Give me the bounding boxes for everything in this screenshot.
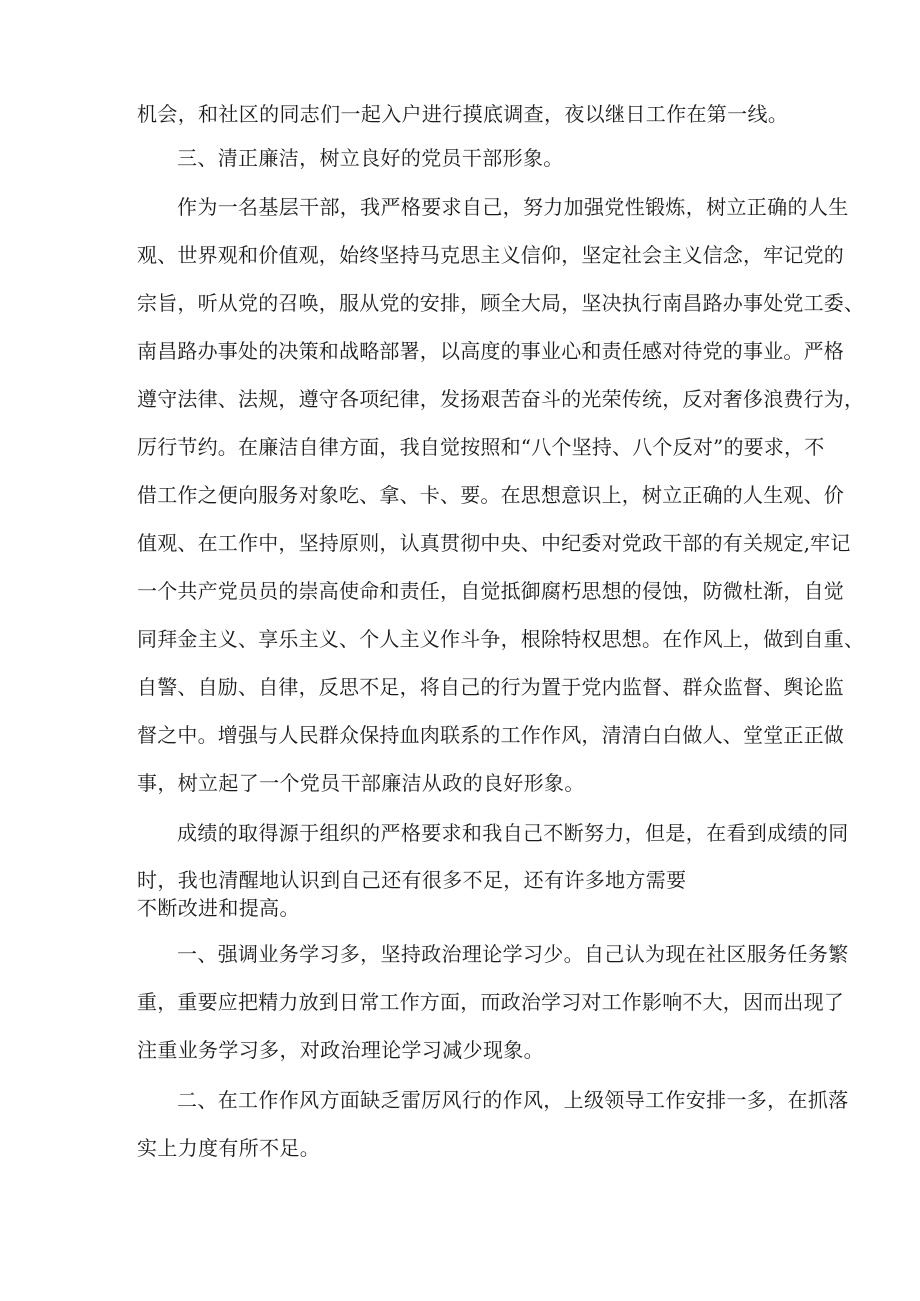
text-line-10: 值观、在工作中，坚持原则，认真贯彻中央、中纪委对党政干部的有关规定,牢记: [137, 531, 851, 555]
text-line-9: 借工作之便向服务对象吃、拿、卡、要。在思想意识上，树立正确的人生观、价: [137, 483, 844, 507]
text-line-1: 机会，和社区的同志们一起入户进行摸底调查，夜以继日工作在第一线。: [137, 102, 789, 126]
text-line-14: 督之中。增强与人民群众保持血肉联系的工作作风，清清白白做人、堂堂正正做: [137, 723, 844, 747]
text-line-21: 注重业务学习多，对政治理论学习减少现象。: [137, 1038, 544, 1062]
text-line-17: 时，我也清醒地认识到自己还有很多不足，还有许多地方需要: [137, 868, 687, 892]
text-line-22: 二、在工作作风方面缺乏雷厉风行的作风，上级领导工作安排一多，在抓落: [177, 1088, 849, 1112]
text-line-3: 作为一名基层干部，我严格要求自己，努力加强党性锻炼，树立正确的人生: [177, 195, 849, 219]
text-line-12: 同拜金主义、享乐主义、个人主义作斗争，根除特权思想。在作风上，做到自重、: [137, 627, 865, 651]
text-line-23: 实上力度有所不足。: [137, 1136, 321, 1160]
text-line-13: 自警、自励、自律，反思不足，将自己的行为置于党内监督、群众监督、舆论监: [137, 675, 844, 699]
text-line-6: 南昌路办事处的决策和战略部署，以高度的事业心和责任感对待党的事业。严格: [137, 339, 844, 363]
text-line-19: 一、强调业务学习多，坚持政治理论学习少。自己认为现在社区服务任务繁: [177, 942, 849, 966]
text-line-8: 厉行节约。在廉洁自律方面，我自觉按照和“八个坚持、八个反对”的要求，不: [137, 435, 825, 459]
text-line-20: 重，重要应把精力放到日常工作方面，而政治学习对工作影响不大，因而出现了: [137, 990, 844, 1014]
text-line-18: 不断改进和提高。: [137, 896, 300, 920]
text-line-5: 宗旨，听从党的召唤，服从党的安排，顾全大局，坚决执行南昌路办事处党工委、: [137, 291, 865, 315]
text-line-7: 遵守法律、法规，遵守各项纪律，发扬艰苦奋斗的光荣传统，反对奢侈浪费行为，: [137, 387, 865, 411]
text-line-15: 事，树立起了一个党员干部廉洁从政的良好形象。: [137, 771, 585, 795]
text-line-16: 成绩的取得源于组织的严格要求和我自己不断努力，但是，在看到成绩的同: [177, 821, 849, 845]
section-heading-3: 三、清正廉洁，树立良好的党员干部形象。: [177, 146, 564, 170]
text-line-11: 一个共产党员员的崇高使命和责任，自觉抵御腐朽思想的侵蚀，防微杜渐，自觉: [137, 579, 844, 603]
text-line-4: 观、世界观和价值观，始终坚持马克思主义信仰，坚定社会主义信念，牢记党的: [137, 243, 844, 267]
